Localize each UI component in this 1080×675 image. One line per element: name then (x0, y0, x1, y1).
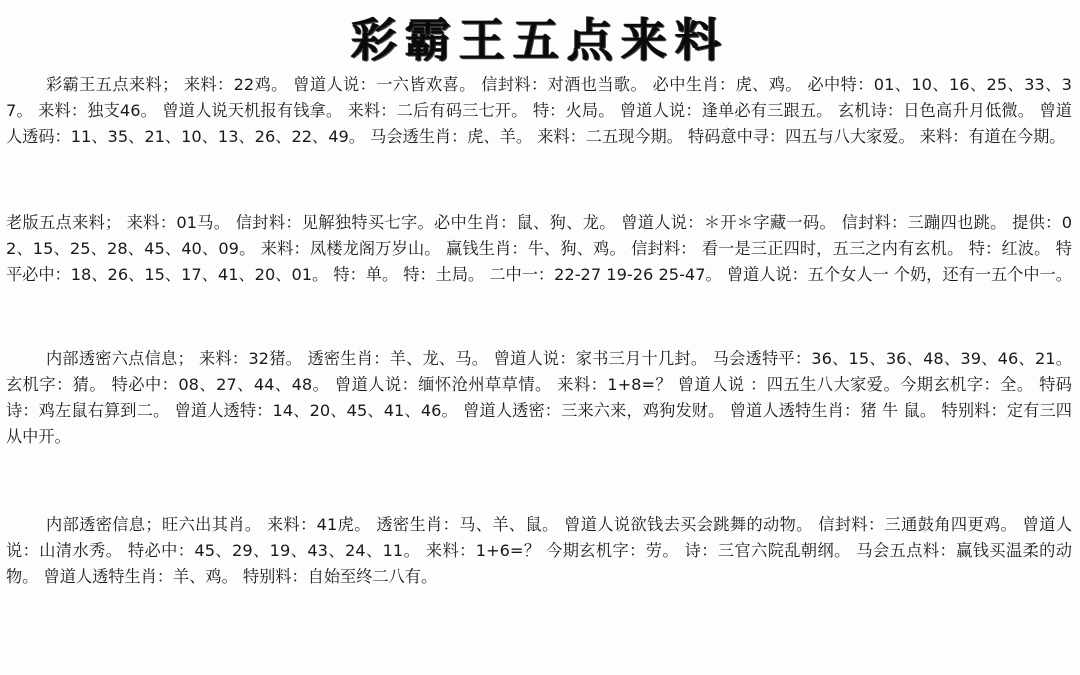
paragraph-2: 老版五点来料； 来料：01马。 信封料：见解独特买七字。必中生肖：鼠、狗、龙。 曾道人说：＊开＊字藏一码。 信封料：三蹦四也跳。 提供：02、15、25、28、45、40、09。 来料：凤楼龙阁万岁山。 赢钱生肖：牛、狗、鸡。 信封料： 看一是三正四时，五三之内有玄机。 特：红波。 特平必中：18、26、15、17、41、20、01。 特：单。 特：土局。 二中一：22-27 19-26 25-47。 曾道人说：五个女人一 个奶，还有一五个中一。 (6, 213, 1072, 284)
page-title: 彩霸王五点来料 (351, 13, 729, 67)
paragraph-4: 内部透密信息；旺六出其肖。 来料：41虎。 透密生肖：马、羊、鼠。 曾道人说欲钱去买会跳舞的动物。 信封料：三通鼓角四更鸡。 曾道人说：山清水秀。 特必中：45、29、19、43、24、11。 来料：1+6=？ 今期玄机字：劳。 诗：三官六院乱朝纲。 马会五点料：赢钱买温柔的动物。 曾道人透特生肖：羊、鸡。 特别料：自始至终二八有。 (6, 515, 1072, 586)
paragraph-3: 内部透密六点信息； 来料：32猪。 透密生肖：羊、龙、马。 曾道人说：家书三月十几封。 马会透特平：36、15、36、48、39、46、21。 玄机字：猜。 特必中：08、27、44、48。 曾道人说：缅怀沧州草草情。 来料：1+8=？ 曾道人说 ：四五生八大家爱。今期玄机字：全。 特码诗：鸡左鼠右算到二。 曾道人透特：14、20、45、41、46。 曾道人透密：三来六来，鸡狗发财。 曾道人透特生肖：猪 牛 鼠。 特别料：定有三四从中开。 (6, 349, 1072, 446)
paragraph-1: 彩霸王五点来料； 来料：22鸡。 曾道人说：一六皆欢喜。 信封料：对酒也当歌。 必中生肖：虎、鸡。 必中特：01、10、16、25、33、37。 来料：独支46。 曾道人说天机报有钱拿。 来料：二后有码三七开。 特：火局。 曾道人说：逢单必有三跟五。 玄机诗：日色高升月低微。 曾道人透码：11、35、21、10、13、26、22、49。 马会透生肖：虎、羊。 来料：二五现今期。 特码意中寻：四五与八大家爱。 来料：有道在今期。 (6, 75, 1072, 146)
